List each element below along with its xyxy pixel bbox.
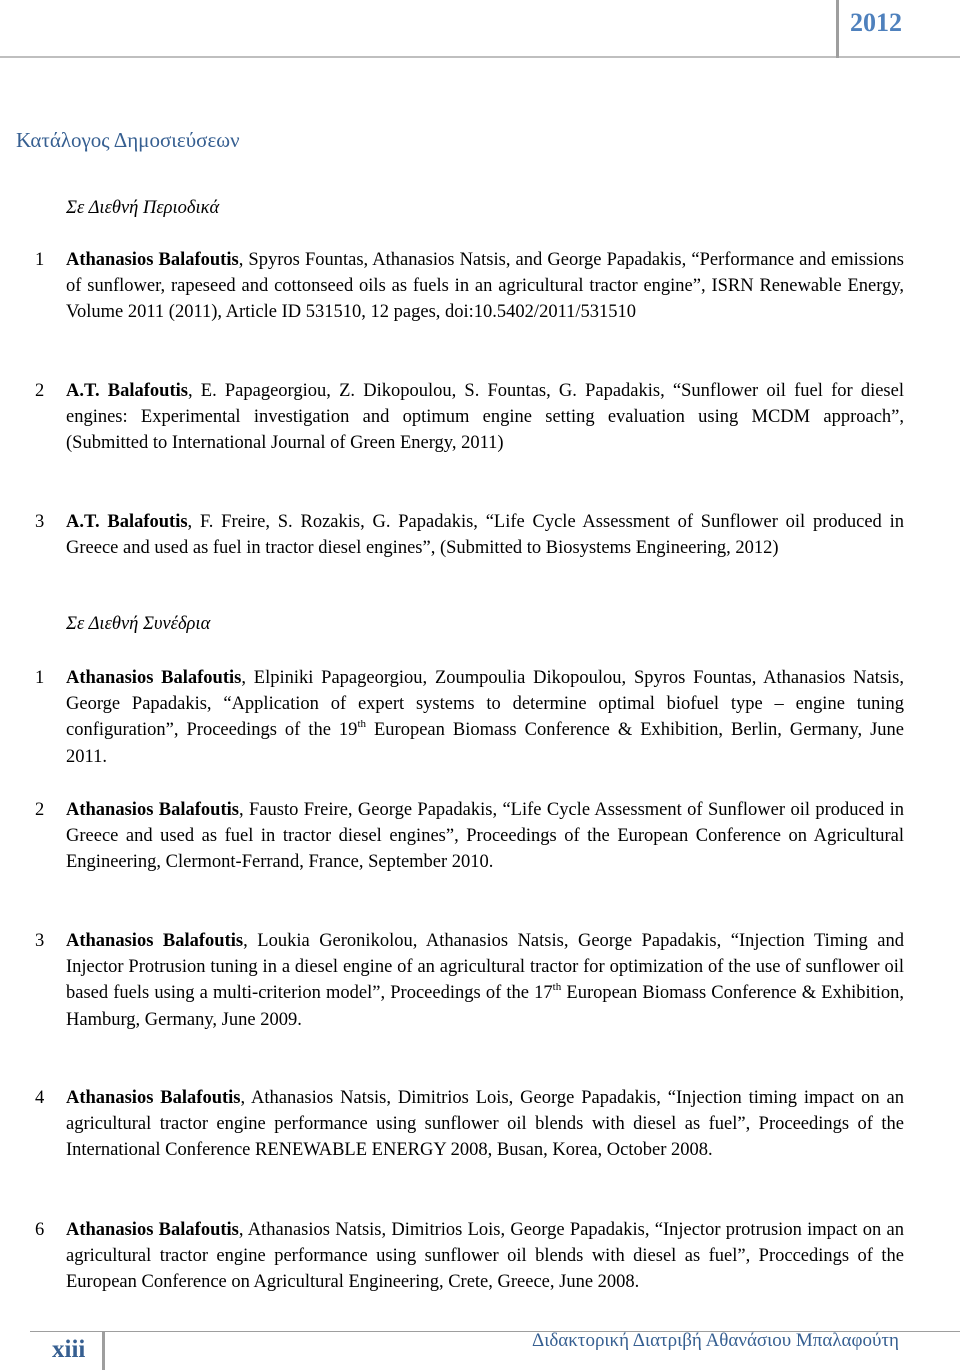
- header-rule: [0, 56, 960, 58]
- citation-text: , Loukia Geronikolou, Athanasios Natsis, George Papadakis, “Injection Timing and Injector Protrusion tuning in a diesel engine of an agricultural tractor for optimization of the use of sunflower oil based fuels using a multi-criterion model”, Proceedings of the 17: [66, 931, 904, 1004]
- lead-author: Athanasios Balafoutis: [66, 668, 242, 688]
- conference-entry: [0, 1217, 960, 1296]
- citation-text-cont: European Biomass Conference & Exhibition, Hamburg, Germany, June 2009.: [66, 983, 904, 1030]
- entry-number: 1: [35, 250, 45, 270]
- citation-text: , Athanasios Natsis, Dimitrios Lois, George Papadakis, “Injector protrusion impact on an agricultural tractor engine performance using sunflower oil blends with diesel as fuel”, Proccedings of the European Conference on Agricultural Engineering, Crete, Greece, June 2008.: [66, 1220, 904, 1293]
- footer-divider: [102, 1331, 105, 1370]
- ordinal-suffix: th: [552, 981, 562, 994]
- conferences-heading: Σε Διεθνή Συνέδρια: [66, 614, 211, 634]
- conference-entry: [0, 797, 960, 876]
- journal-entry: [0, 509, 960, 561]
- section-title: Κατάλογος Δημοσιεύσεων: [16, 128, 240, 152]
- entry-text: [66, 797, 904, 876]
- entry-text: [66, 1217, 904, 1296]
- citation-text: , Spyros Fountas, Athanasios Natsis, and George Papadakis, “Performance and emissions of sunflower, rapeseed and cottonseed oils as fuels in an agricultural tractor engine”, ISRN Renewable Energy, Volume 2011 (2011), Article ID 531510, 12 pages, doi:10.5402/2011/531510: [66, 250, 904, 323]
- entry-number: 3: [35, 931, 45, 951]
- citation-text: , F. Freire, S. Rozakis, G. Papadakis, “Life Cycle Assessment of Sunflower oil produced in Greece and used as fuel in tractor diesel engines”, (Submitted to Biosystems Engineering, 2012): [66, 512, 904, 559]
- lead-author: Athanasios Balafoutis: [66, 250, 239, 270]
- lead-author: A.T. Balafoutis: [66, 381, 188, 401]
- entry-text: [66, 247, 904, 326]
- citation-text: , Elpiniki Papageorgiou, Zoumpoulia Dikopoulou, Spyros Fountas, Athanasios Natsis, George Papadakis, “Application of expert systems to determine optimal biofuel type – engine tuning configuration”, Proceedings of the 19: [66, 668, 904, 741]
- entry-text: [66, 378, 904, 457]
- entry-text: [66, 665, 904, 770]
- entry-text: [66, 1085, 904, 1164]
- lead-author: Athanasios Balafoutis: [66, 931, 244, 951]
- entry-text: [66, 928, 904, 1033]
- entry-number: 1: [35, 668, 45, 688]
- lead-author: Athanasios Balafoutis: [66, 800, 239, 820]
- conference-entry: [0, 928, 960, 1033]
- journal-entry: [0, 378, 960, 457]
- header-divider: [836, 0, 839, 58]
- journal-entry: [0, 247, 960, 326]
- entry-number: 2: [35, 381, 45, 401]
- lead-author: Athanasios Balafoutis: [66, 1220, 239, 1240]
- entry-number: 6: [35, 1220, 45, 1240]
- entry-number: 3: [35, 512, 45, 532]
- entry-number: 2: [35, 800, 45, 820]
- citation-text: , Fausto Freire, George Papadakis, “Life Cycle Assessment of Sunflower oil produced in Greece and used as fuel in tractor diesel engines”, Proceedings of the European Conference on Agricultural Engineering, Clermont-Ferrand, France, September 2010.: [66, 800, 904, 873]
- citation-text: , Athanasios Natsis, Dimitrios Lois, George Papadakis, “Injection timing impact on an agricultural tractor engine performance using sunflower oil blends with diesel as fuel”, Proceedings of the International Conference RENEWABLE ENERGY 2008, Busan, Korea, October 2008.: [66, 1088, 904, 1161]
- entry-number: 4: [35, 1088, 45, 1108]
- journals-heading: Σε Διεθνή Περιοδικά: [66, 198, 220, 218]
- page-number: xiii: [52, 1336, 86, 1363]
- entry-text: [66, 509, 904, 561]
- lead-author: A.T. Balafoutis: [66, 512, 188, 532]
- conference-entry: [0, 665, 960, 770]
- conference-entry: [0, 1085, 960, 1164]
- citation-text: , E. Papageorgiou, Z. Dikopoulou, S. Fountas, G. Papadakis, “Sunflower oil fuel for diesel engines: Experimental investigation and optimum engine setting evaluation using MCDM approach”, (Submitted to International Journal of Green Energy, 2011): [66, 381, 904, 454]
- header-year: 2012: [850, 8, 902, 37]
- footer-title: Διδακτορική Διατριβή Αθανάσιου Μπαλαφούτη: [532, 1330, 899, 1351]
- lead-author: Athanasios Balafoutis: [66, 1088, 241, 1108]
- ordinal-suffix: th: [357, 718, 366, 731]
- citation-text-cont: European Biomass Conference & Exhibition, Berlin, Germany, June 2011.: [66, 720, 905, 767]
